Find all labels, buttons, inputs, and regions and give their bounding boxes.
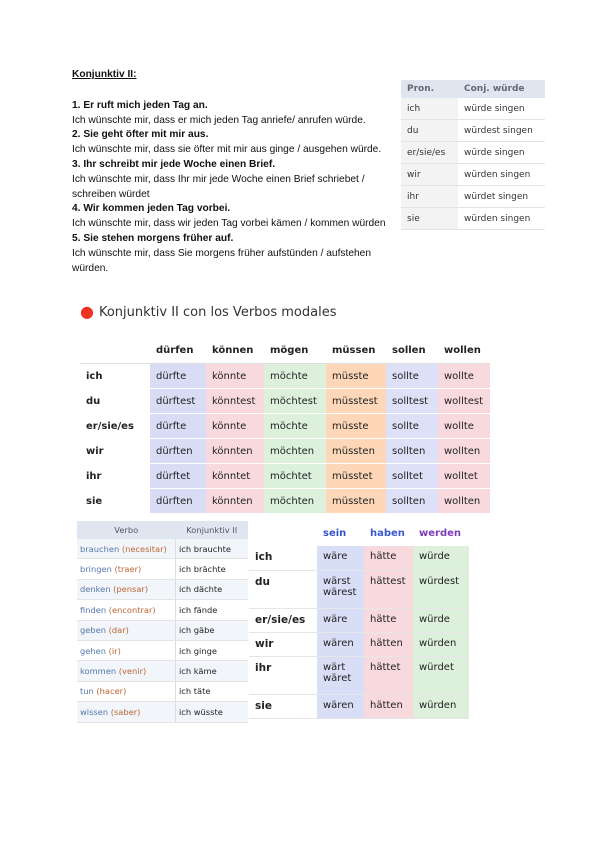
column-header bbox=[80, 337, 150, 364]
verb-cell: möchte bbox=[264, 364, 326, 389]
column-header bbox=[249, 520, 317, 546]
verb-cell: müssten bbox=[326, 489, 386, 514]
column-header: dürfen bbox=[150, 337, 206, 364]
table-header-row bbox=[77, 521, 248, 539]
translation: (pensar) bbox=[113, 584, 149, 595]
table-row bbox=[80, 389, 490, 414]
table-row bbox=[249, 694, 469, 718]
verb-cell: wäre bbox=[317, 608, 364, 632]
table-row bbox=[77, 579, 248, 599]
verb-cell: sollten bbox=[386, 439, 438, 464]
pronoun-cell: ich bbox=[80, 364, 150, 389]
verb-cell: dürften bbox=[150, 439, 206, 464]
verb-cell: könntet bbox=[206, 464, 264, 489]
conjugation-cell: würde singen bbox=[458, 142, 545, 164]
verb-cell: sollte bbox=[386, 414, 438, 439]
verb-cell: könntest bbox=[206, 389, 264, 414]
pronoun-cell: wir bbox=[401, 164, 458, 186]
pronoun-cell: ich bbox=[249, 546, 317, 570]
verb-cell: wollte bbox=[438, 414, 490, 439]
intro-text bbox=[72, 68, 392, 276]
example-response: Ich wünschte mir, dass Ihr mir jede Woche einen Brief schriebet / schreiben würdet bbox=[72, 173, 365, 200]
table-row bbox=[80, 414, 490, 439]
example-sentence: 5. Sie stehen morgens früher auf. bbox=[72, 232, 234, 244]
irregular-verbs-table bbox=[77, 521, 248, 723]
table-row bbox=[249, 570, 469, 608]
table-row bbox=[77, 559, 248, 579]
verb-cell bbox=[77, 600, 176, 620]
table-row bbox=[77, 539, 248, 559]
table-row bbox=[77, 640, 248, 660]
page-heading: Konjunktiv II: bbox=[72, 69, 137, 80]
verb-cell: wäre bbox=[317, 546, 364, 570]
table-row bbox=[249, 546, 469, 570]
table-row bbox=[80, 464, 490, 489]
konjunktiv-cell: ich brauchte bbox=[176, 539, 249, 559]
table-header-row bbox=[401, 80, 545, 98]
verb-cell: würdet bbox=[413, 656, 469, 694]
verb-cell: möchten bbox=[264, 489, 326, 514]
modal-verbs-table bbox=[80, 337, 490, 514]
verb-cell: wärst wärest bbox=[317, 570, 364, 608]
verb-cell bbox=[77, 579, 176, 599]
infinitive: gehen bbox=[80, 645, 106, 656]
pronoun-cell: er/sie/es bbox=[80, 414, 150, 439]
verb-cell bbox=[77, 559, 176, 579]
pronoun-cell: sie bbox=[249, 694, 317, 718]
verb-cell: dürfte bbox=[150, 414, 206, 439]
table-row bbox=[401, 98, 545, 120]
infinitive: brauchen bbox=[80, 543, 120, 554]
konjunktiv-cell: ich ginge bbox=[176, 640, 249, 660]
verb-cell: dürftest bbox=[150, 389, 206, 414]
verb-cell: sollten bbox=[386, 489, 438, 514]
verb-cell: hätte bbox=[364, 546, 413, 570]
translation: (venir) bbox=[118, 666, 147, 677]
verb-cell: dürfte bbox=[150, 364, 206, 389]
table-row bbox=[249, 632, 469, 656]
pronoun-cell: ich bbox=[401, 98, 458, 120]
example-sentence: 4. Wir kommen jeden Tag vorbei. bbox=[72, 203, 231, 215]
verb-cell bbox=[77, 702, 176, 722]
example-sentence: 2. Sie geht öfter mit mir aus. bbox=[72, 129, 209, 141]
verb-cell: wollten bbox=[438, 489, 490, 514]
verb-cell: sollte bbox=[386, 364, 438, 389]
verb-cell: müsstest bbox=[326, 389, 386, 414]
translation: (saber) bbox=[110, 706, 141, 717]
konjunktiv-cell: ich wüsste bbox=[176, 702, 249, 722]
section-title bbox=[80, 302, 337, 321]
verb-cell: könnten bbox=[206, 439, 264, 464]
infinitive: tun bbox=[80, 686, 94, 697]
verb-cell: hätten bbox=[364, 694, 413, 718]
pronoun-cell: du bbox=[401, 120, 458, 142]
verb-cell: möchten bbox=[264, 439, 326, 464]
infinitive: bringen bbox=[80, 564, 112, 575]
table-row bbox=[77, 661, 248, 681]
pronoun-cell: ihr bbox=[401, 186, 458, 208]
translation: (traer) bbox=[114, 564, 142, 575]
infinitive: geben bbox=[80, 625, 107, 636]
translation: (ir) bbox=[108, 645, 121, 656]
pronoun-cell: ihr bbox=[80, 464, 150, 489]
table-header-row bbox=[249, 520, 469, 546]
section-title-text: Konjunktiv II con los Verbos modales bbox=[98, 305, 337, 320]
translation: (encontrar) bbox=[108, 604, 156, 615]
table-row bbox=[77, 702, 248, 722]
verb-cell: würde bbox=[413, 608, 469, 632]
table-row bbox=[401, 164, 545, 186]
table-row bbox=[77, 620, 248, 640]
example-2 bbox=[72, 128, 392, 158]
pronoun-cell: wir bbox=[249, 632, 317, 656]
infinitive: kommen bbox=[80, 666, 117, 677]
translation: (necesitar) bbox=[121, 543, 167, 554]
verb-cell: solltest bbox=[386, 389, 438, 414]
pronoun-cell: du bbox=[249, 570, 317, 608]
verb-cell: wolltet bbox=[438, 464, 490, 489]
verb-cell: möchtet bbox=[264, 464, 326, 489]
verb-cell: könnte bbox=[206, 414, 264, 439]
example-3 bbox=[72, 158, 392, 202]
example-5 bbox=[72, 232, 392, 276]
translation: (dar) bbox=[108, 625, 129, 636]
konjunktiv-cell: ich brächte bbox=[176, 559, 249, 579]
konjunktiv-cell: ich käme bbox=[176, 661, 249, 681]
infinitive: wissen bbox=[80, 706, 109, 717]
verb-cell: könnte bbox=[206, 364, 264, 389]
column-header: können bbox=[206, 337, 264, 364]
bullet-icon: ● bbox=[80, 302, 94, 321]
table-row bbox=[249, 608, 469, 632]
conjugation-cell: würden singen bbox=[458, 208, 545, 230]
verb-cell: möchtest bbox=[264, 389, 326, 414]
pronoun-cell: ihr bbox=[249, 656, 317, 694]
table-header-row bbox=[80, 337, 490, 364]
column-header: mögen bbox=[264, 337, 326, 364]
conjugation-cell: würdest singen bbox=[458, 120, 545, 142]
pronoun-cell: er/sie/es bbox=[401, 142, 458, 164]
verb-cell bbox=[77, 640, 176, 660]
verb-cell bbox=[77, 661, 176, 681]
verb-cell: wären bbox=[317, 694, 364, 718]
verb-cell: dürften bbox=[150, 489, 206, 514]
verb-cell: solltet bbox=[386, 464, 438, 489]
verb-cell: müsste bbox=[326, 414, 386, 439]
verb-cell: wären bbox=[317, 632, 364, 656]
column-header: haben bbox=[370, 527, 405, 539]
pronoun-cell: du bbox=[80, 389, 150, 414]
conjugation-cell: würden singen bbox=[458, 164, 545, 186]
konjunktiv-cell: ich täte bbox=[176, 681, 249, 701]
wuerde-conjugation-table bbox=[401, 80, 545, 230]
infinitive: finden bbox=[80, 604, 107, 615]
verb-cell: möchte bbox=[264, 414, 326, 439]
conjugation-cell: würdet singen bbox=[458, 186, 545, 208]
example-response: Ich wünschte mir, dass Sie morgens früher aufstünden / aufstehen würden. bbox=[72, 247, 371, 274]
verb-cell: müssten bbox=[326, 439, 386, 464]
verb-cell: wollte bbox=[438, 364, 490, 389]
verb-cell: müsste bbox=[326, 364, 386, 389]
verb-cell bbox=[77, 620, 176, 640]
table-row bbox=[401, 142, 545, 164]
konjunktiv-cell: ich gäbe bbox=[176, 620, 249, 640]
table-row bbox=[80, 439, 490, 464]
verb-cell bbox=[77, 681, 176, 701]
example-response: Ich wünschte mir, dass er mich jeden Tag anriefe/ anrufen würde. bbox=[72, 114, 366, 126]
pronoun-cell: sie bbox=[80, 489, 150, 514]
verb-cell: hättest bbox=[364, 570, 413, 608]
table-row bbox=[401, 186, 545, 208]
column-header: Konjunktiv II bbox=[176, 521, 249, 539]
column-header: Verbo bbox=[77, 521, 176, 539]
example-sentence: 3. Ihr schreibt mir jede Woche einen Brief. bbox=[72, 158, 276, 170]
sein-haben-werden-table bbox=[249, 520, 469, 719]
table-row bbox=[77, 600, 248, 620]
verb-cell: würde bbox=[413, 546, 469, 570]
verb-cell: wollten bbox=[438, 439, 490, 464]
infinitive: denken bbox=[80, 584, 111, 595]
konjunktiv-cell: ich fände bbox=[176, 600, 249, 620]
table-row bbox=[249, 656, 469, 694]
example-response: Ich wünschte mir, dass sie öfter mit mir aus ginge / ausgehen würde. bbox=[72, 144, 382, 156]
table-row bbox=[401, 120, 545, 142]
konjunktiv-cell: ich dächte bbox=[176, 579, 249, 599]
verb-cell: könnten bbox=[206, 489, 264, 514]
column-header: werden bbox=[419, 527, 462, 539]
column-header: müssen bbox=[326, 337, 386, 364]
example-response: Ich wünschte mir, dass wir jeden Tag vorbei kämen / kommen würden bbox=[72, 218, 386, 230]
pronoun-cell: er/sie/es bbox=[249, 608, 317, 632]
table-row bbox=[80, 364, 490, 389]
pronoun-cell: sie bbox=[401, 208, 458, 230]
column-header: Pron. bbox=[401, 80, 458, 98]
table-row bbox=[401, 208, 545, 230]
verb-cell: müsstet bbox=[326, 464, 386, 489]
example-sentence: 1. Er ruft mich jeden Tag an. bbox=[72, 99, 208, 111]
verb-cell: dürftet bbox=[150, 464, 206, 489]
column-header: sein bbox=[323, 527, 347, 539]
verb-cell: würden bbox=[413, 632, 469, 656]
column-header: Conj. würde bbox=[458, 80, 545, 98]
translation: (hacer) bbox=[96, 686, 127, 697]
pronoun-cell: wir bbox=[80, 439, 150, 464]
column-header: wollen bbox=[438, 337, 490, 364]
column-header: sollen bbox=[386, 337, 438, 364]
verb-cell bbox=[77, 539, 176, 559]
verb-cell: würden bbox=[413, 694, 469, 718]
verb-cell: würdest bbox=[413, 570, 469, 608]
example-4 bbox=[72, 202, 392, 232]
conjugation-cell: würde singen bbox=[458, 98, 545, 120]
table-row bbox=[80, 489, 490, 514]
verb-cell: hättet bbox=[364, 656, 413, 694]
verb-cell: hätten bbox=[364, 632, 413, 656]
verb-cell: hätte bbox=[364, 608, 413, 632]
verb-cell: wärt wäret bbox=[317, 656, 364, 694]
verb-cell: wolltest bbox=[438, 389, 490, 414]
table-row bbox=[77, 681, 248, 701]
example-1 bbox=[72, 99, 392, 129]
